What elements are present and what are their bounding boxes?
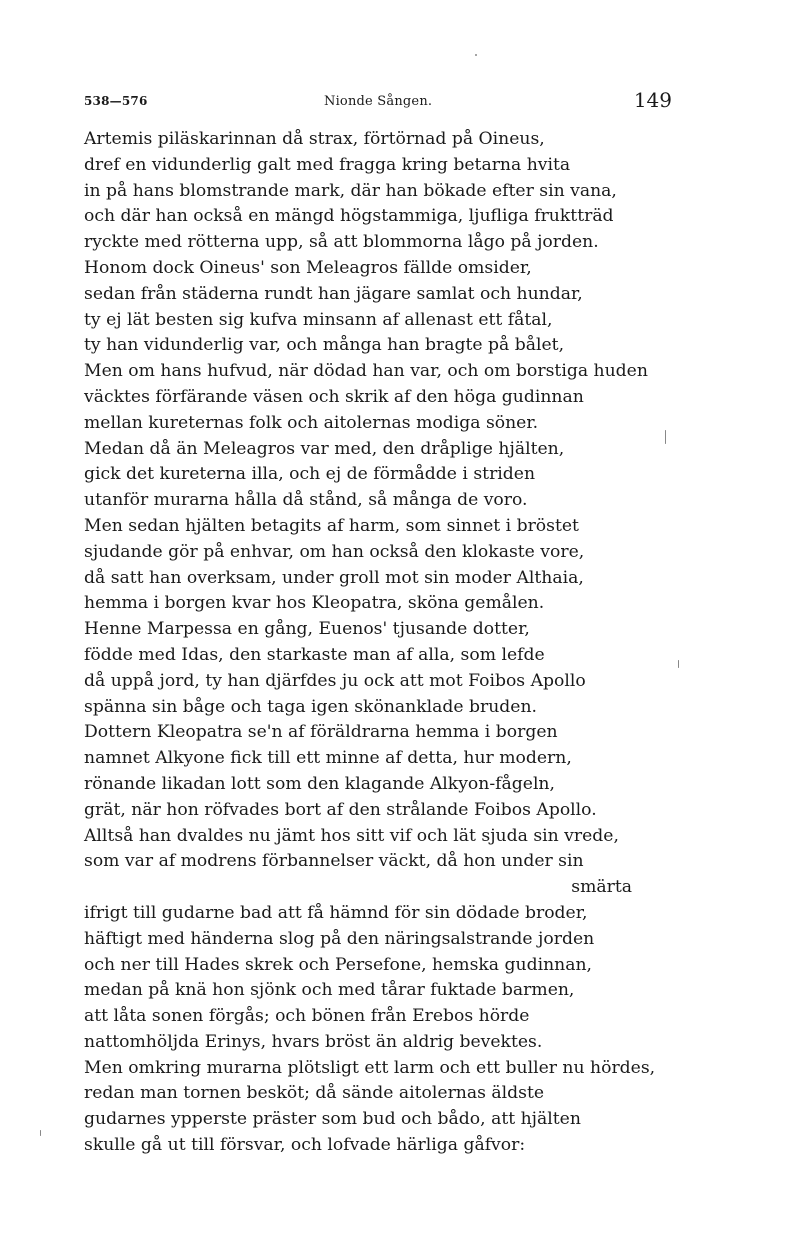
text-line: väcktes förfärande väsen och skrik af den höga gudinnan xyxy=(84,386,584,407)
text-line: Dottern Kleopatra se'n af föräldrarna hemma i borgen xyxy=(84,722,558,743)
text-line: Men sedan hjälten betagits af harm, som sinnet i bröstet xyxy=(84,515,579,536)
text-line: Henne Marpessa en gång, Euenos' tjusande dotter, xyxy=(84,619,530,640)
poem-text xyxy=(84,127,674,1159)
line-range: 538—576 xyxy=(84,94,148,108)
page-header xyxy=(84,88,672,118)
text-line: medan på knä hon sjönk och med tårar fuktade barmen, xyxy=(84,980,575,1001)
text-line: hemma i borgen kvar hos Kleopatra, sköna gemålen. xyxy=(84,593,545,614)
text-line: och där han också en mängd högstammiga, ljufliga fruktträd xyxy=(84,206,614,227)
text-line: sedan från städerna rundt han jägare samlat och hundar, xyxy=(84,283,583,304)
text-line: grät, när hon röfvades bort af den strålande Foibos Apollo. xyxy=(84,799,597,820)
text-line: ifrigt till gudarne bad att få hämnd för sin dödade broder, xyxy=(84,902,588,923)
text-line: och ner till Hades skrek och Persefone, hemska gudinnan, xyxy=(84,954,593,975)
text-line: Honom dock Oineus' son Meleagros fällde omsider, xyxy=(84,257,532,278)
text-line: sjudande gör på enhvar, om han också den klokaste vore, xyxy=(84,541,585,562)
text-line: att låta sonen förgås; och bönen från Erebos hörde xyxy=(84,1006,530,1027)
text-line: Medan då än Meleagros var med, den dråplige hjälten, xyxy=(84,438,565,459)
text-line: gudarnes ypperste präster som bud och bådo, att hjälten xyxy=(84,1109,581,1130)
running-title: Nionde Sången. xyxy=(324,94,433,109)
text-line: utanför murarna hålla då stånd, så många de voro. xyxy=(84,490,528,511)
text-line: ty ej lät besten sig kufva minsann af allenast ett fåtal, xyxy=(84,309,553,330)
page-number: 149 xyxy=(633,88,672,112)
text-line: födde med Idas, den starkaste man af alla, som lefde xyxy=(84,644,545,665)
text-line: ryckte med rötterna upp, så att blommorna lågo på jorden. xyxy=(84,232,599,253)
paper-speck xyxy=(40,1130,41,1136)
text-line: gick det kureterna illa, och ej de förmådde i striden xyxy=(84,464,536,485)
text-line: ty han vidunderlig var, och många han bragte på bålet, xyxy=(84,335,565,356)
text-line: namnet Alkyone fick till ett minne af detta, hur modern, xyxy=(84,748,572,769)
text-line: skulle gå ut till försvar, och lofvade härliga gåfvor: xyxy=(84,1135,526,1156)
text-line: då uppå jord, ty han djärfdes ju ock att mot Foibos Apollo xyxy=(84,670,586,691)
text-line: dref en vidunderlig galt med fragga kring betarna hvita xyxy=(84,154,571,175)
text-line: mellan kureternas folk och aitolernas modiga söner. xyxy=(84,412,539,433)
text-line: Artemis piläskarinnan då strax, förtörnad på Oineus, xyxy=(84,129,545,149)
text-line: nattomhöljda Erinys, hvars bröst än aldrig bevektes. xyxy=(84,1031,543,1052)
text-line: in på hans blomstrande mark, där han bökade efter sin vana, xyxy=(84,180,617,201)
paper-speck xyxy=(678,660,679,668)
paper-speck xyxy=(665,430,666,444)
text-line: Alltså han dvaldes nu jämt hos sitt vif och lät sjuda sin vrede, xyxy=(84,825,619,846)
text-line: rönande likadan lott som den klagande Alkyon-fågeln, xyxy=(84,773,555,794)
text-line: häftigt med händerna slog på den näringsalstrande jorden xyxy=(84,928,595,949)
text-line: spänna sin båge och taga igen skönanklade bruden. xyxy=(84,696,537,717)
text-line-runover: smärta xyxy=(571,877,632,898)
text-line: Men om hans hufvud, när dödad han var, och om borstiga huden xyxy=(84,361,648,382)
text-line: Men omkring murarna plötsligt ett larm och ett buller nu hördes, xyxy=(84,1057,656,1078)
text-line: redan man tornen besköt; då sände aitolernas äldste xyxy=(84,1083,545,1104)
text-line: då satt han overksam, under groll mot sin moder Althaia, xyxy=(84,567,584,588)
text-line: som var af modrens förbannelser väckt, då hon under sin xyxy=(84,851,584,872)
paper-speck xyxy=(475,54,477,56)
